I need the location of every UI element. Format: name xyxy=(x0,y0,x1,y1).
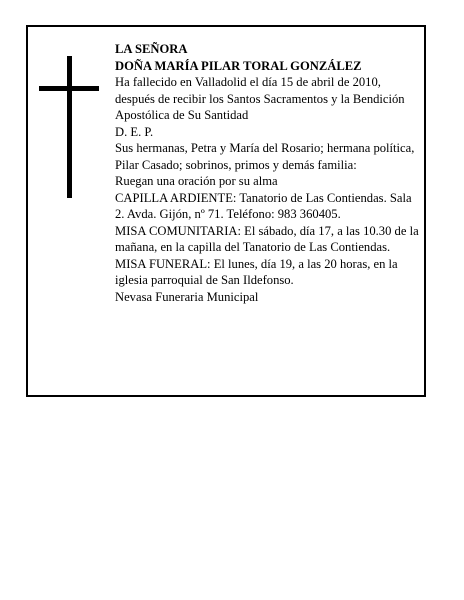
misa-funeral-label: MISA FUNERAL: xyxy=(115,256,211,271)
family-list: Sus hermanas, Petra y María del Rosario; hermana política, Pilar Casado; sobrinos, primos y demás familia: xyxy=(115,141,415,172)
cross-horizontal-bar xyxy=(39,86,99,91)
misa-comunitaria xyxy=(115,223,423,256)
misa-funeral xyxy=(115,256,423,289)
misa-comunitaria-text: El sábado, día 17, a las 10.30 de la mañana, en la capilla del Tanatorio de Las Contiendas. xyxy=(115,223,419,254)
cross-vertical-bar xyxy=(67,56,72,198)
dep-line: D. E. P. xyxy=(115,124,154,139)
prayer-request: Ruegan una oración por su alma xyxy=(115,174,278,188)
obituary-text xyxy=(115,41,423,305)
capilla-ardiente xyxy=(115,190,423,223)
funeraria-name: Nevasa Funeraria Municipal xyxy=(115,289,259,304)
capilla-ardiente-text: Tanatorio de Las Contiendas. Sala 2. Avda. Gijón, nº 71. Teléfono: 983 360405. xyxy=(115,190,412,221)
notice-title: LA SEÑORA xyxy=(115,42,188,56)
misa-funeral-text: El lunes, día 19, a las 20 horas, en la iglesia parroquial de San Ildefonso. xyxy=(115,256,398,287)
misa-comunitaria-label: MISA COMUNITARIA: xyxy=(115,223,241,238)
capilla-ardiente-label: CAPILLA ARDIENTE: xyxy=(115,190,237,205)
obituary-notice xyxy=(26,25,426,397)
death-announcement: Ha fallecido en Valladolid el día 15 de abril de 2010, después de recibir los Santos Sacramentos y la Bendición Apostólica de Su Santidad xyxy=(115,75,405,122)
deceased-name: DOÑA MARÍA PILAR TORAL GONZÁLEZ xyxy=(115,58,362,73)
